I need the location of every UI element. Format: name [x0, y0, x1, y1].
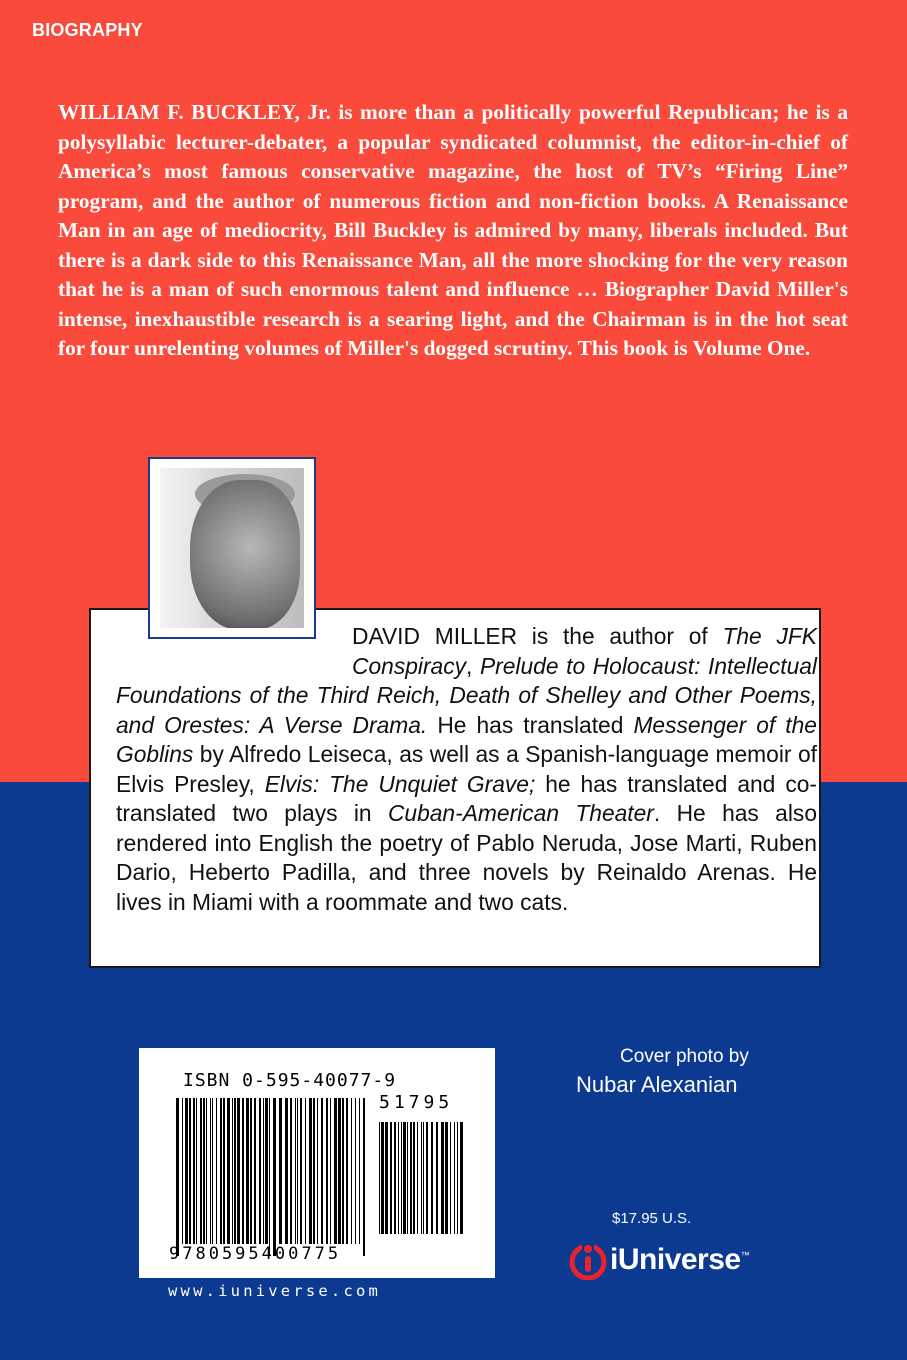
- price-barcode: [379, 1122, 465, 1246]
- barcode-box: [139, 1048, 495, 1278]
- back-cover-blurb: WILLIAM F. BUCKLEY, Jr. is more than a politically powerful Republican; he is a polysyllabic lecturer-debater, a popular syndicated columnist, the editor-in-chief of America’s most famous conservative magazine, the host of TV’s “Firing Line” program, and the author of numerous fiction and non-fiction books. A Renaissance Man in an age of mediocrity, Bill Buckley is admired by many, liberals included. But there is a dark side to this Renaissance Man, all the more shocking for the very reason that he is a man of such enormous talent and influence … Biographer David Miller's intense, inexhaustible research is a searing light, and the Chairman is in the hot seat for four unrelenting volumes of Miller's dogged scrutiny. This book is Volume One.: [58, 100, 848, 360]
- publisher-website: www.iuniverse.com: [168, 1282, 382, 1300]
- publisher-logo: [568, 1238, 749, 1282]
- price-code-text: 51795: [379, 1092, 454, 1113]
- cover-credit-name: Nubar Alexanian: [576, 1072, 738, 1097]
- isbn-text: ISBN 0-595-40077-9: [183, 1070, 397, 1091]
- author-photo-frame: [148, 457, 316, 639]
- cover-credit-label: Cover photo by: [620, 1046, 749, 1067]
- ean-barcode: [176, 1098, 366, 1256]
- price-label: $17.95 U.S.: [612, 1210, 692, 1227]
- category-label: BIOGRAPHY: [32, 20, 143, 40]
- iuniverse-logo-icon: [568, 1240, 608, 1280]
- ean-number: 9780595400775: [169, 1244, 342, 1264]
- author-photo: [160, 468, 304, 628]
- author-bio-text: DAVID MILLER is the author of The JFK Conspiracy, Prelude to Holocaust: Intellectual Foundations of the Third Reich, Death of Shelley and Other Poems, and Orestes: A Verse Drama. He has translated Messenger of the Goblins by Alfredo Leiseca, as well as a Spanish-language memoir of Elvis Presley, Elvis: The Unquiet Grave; he has translated and co-translated two plays in Cuban-American Theater. He has also rendered into English the poetry of Pablo Neruda, Jose Marti, Ruben Dario, Heberto Padilla, and three novels by Reinaldo Arenas. He lives in Miami with a roommate and two cats.: [116, 623, 817, 915]
- publisher-name: iUniverse™: [610, 1243, 750, 1276]
